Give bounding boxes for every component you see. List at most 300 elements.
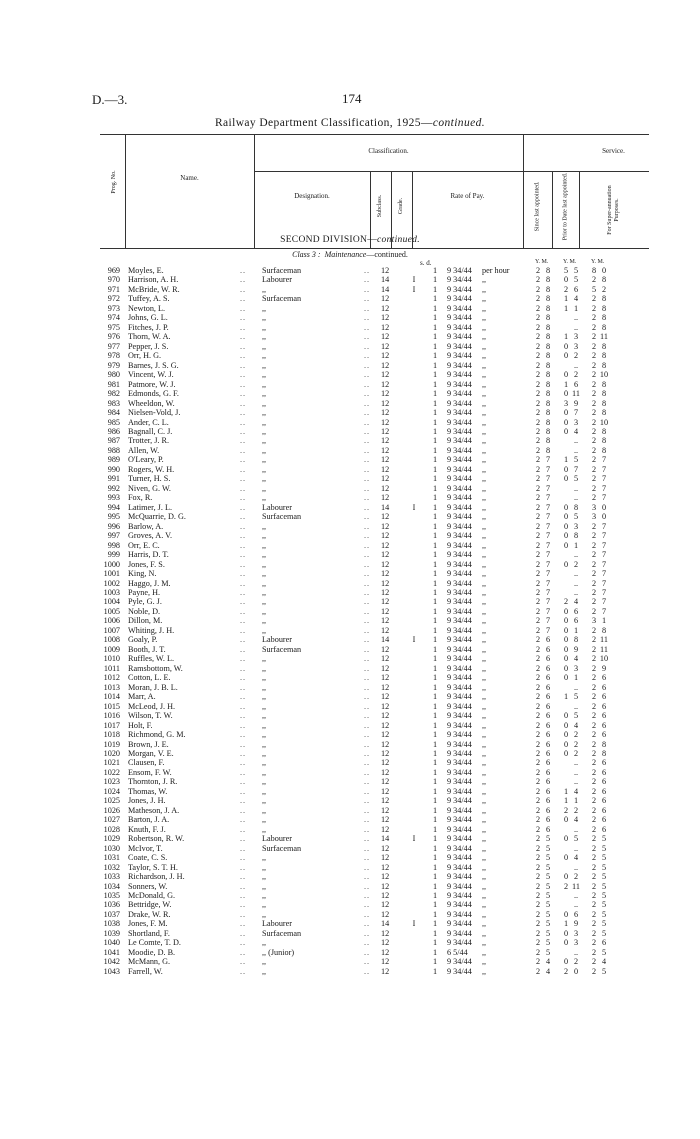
pay-unit: 1 xyxy=(433,900,438,910)
service-y3: 2 xyxy=(591,748,597,758)
subclass: 12 xyxy=(381,682,390,692)
prog-no: 1002 xyxy=(103,578,120,588)
rate-period: ,, xyxy=(482,786,487,796)
prog-no: 1000 xyxy=(103,559,120,569)
service-y1: 2 xyxy=(535,275,541,285)
designation: ,, xyxy=(262,796,267,806)
pay-unit: 1 xyxy=(433,408,438,418)
service-m1: 6 xyxy=(545,644,551,654)
pay-unit: 1 xyxy=(433,569,438,579)
subclass: 12 xyxy=(381,663,390,673)
service-m2: 6 xyxy=(573,616,579,626)
leader-dots: .. xyxy=(240,275,247,285)
leader-dots: .. xyxy=(364,758,371,768)
service-y3: 2 xyxy=(591,947,597,957)
prog-no: 1003 xyxy=(103,587,120,597)
rate-period: ,, xyxy=(482,587,487,597)
service-m2: 4 xyxy=(573,294,579,304)
rate-of-pay: 9 34/44 xyxy=(447,692,472,702)
service-m3: 6 xyxy=(601,824,607,834)
pay-unit: 1 xyxy=(433,303,438,313)
service-y3: 2 xyxy=(591,786,597,796)
designation: ,, xyxy=(262,474,267,484)
service-m3: 8 xyxy=(601,398,607,408)
service-m1: 4 xyxy=(545,966,551,976)
leader-dots: .. xyxy=(364,322,371,332)
class-heading xyxy=(0,250,700,259)
leader-dots: .. xyxy=(364,635,371,645)
rate-of-pay: 9 34/44 xyxy=(447,853,472,863)
leader-dots: .. xyxy=(240,531,247,541)
service-y3: 2 xyxy=(591,853,597,863)
pay-unit: 1 xyxy=(433,275,438,285)
service-y3: 2 xyxy=(591,474,597,484)
staff-name: Ruffles, W. L. xyxy=(128,654,175,664)
service-y1: 2 xyxy=(535,587,541,597)
pay-unit: 1 xyxy=(433,777,438,787)
pay-unit: 1 xyxy=(433,455,438,465)
rate-period: ,, xyxy=(482,569,487,579)
pay-unit: 1 xyxy=(433,606,438,616)
service-y1: 2 xyxy=(535,654,541,664)
subclass: 12 xyxy=(381,947,390,957)
subclass: 12 xyxy=(381,938,390,948)
table-header xyxy=(100,134,649,249)
service-y2: 1 xyxy=(563,379,569,389)
service-y1: 2 xyxy=(535,947,541,957)
rate-of-pay: 9 34/44 xyxy=(447,294,472,304)
prog-no: 976 xyxy=(107,332,120,342)
designation: ,, xyxy=(262,616,267,626)
rate-of-pay: 9 34/44 xyxy=(447,891,472,901)
rate-period: ,, xyxy=(482,606,487,616)
subclass: 12 xyxy=(381,389,390,399)
staff-name: Brown, J. E. xyxy=(128,739,169,749)
designation: ,, xyxy=(262,559,267,569)
leader-dots: .. xyxy=(364,928,371,938)
service-m3: 7 xyxy=(601,578,607,588)
subclass: 12 xyxy=(381,853,390,863)
service-y3: 2 xyxy=(591,578,597,588)
prog-no: 1023 xyxy=(103,777,120,787)
rate-period: ,, xyxy=(482,408,487,418)
service-m1: 5 xyxy=(545,872,551,882)
rate-period: ,, xyxy=(482,881,487,891)
leader-dots: .. xyxy=(240,635,247,645)
rate-period: ,, xyxy=(482,805,487,815)
designation: ,, xyxy=(262,578,267,588)
pay-unit: 1 xyxy=(433,966,438,976)
rate-of-pay: 9 34/44 xyxy=(447,616,472,626)
pay-unit: 1 xyxy=(433,502,438,512)
service-y2: 0 xyxy=(563,464,569,474)
leader-dots: .. xyxy=(364,540,371,550)
pay-unit: 1 xyxy=(433,332,438,342)
rate-of-pay: 9 34/44 xyxy=(447,720,472,730)
leader-dots: .. xyxy=(364,701,371,711)
staff-name: Clausen, F. xyxy=(128,758,165,768)
designation: ,, xyxy=(262,313,267,323)
service-y3: 2 xyxy=(591,739,597,749)
designation: ,, xyxy=(262,521,267,531)
leader-dots: .. xyxy=(364,550,371,560)
pay-unit: 1 xyxy=(433,284,438,294)
prog-no: 1040 xyxy=(103,938,120,948)
service-y1: 2 xyxy=(535,303,541,313)
pay-unit: 1 xyxy=(433,758,438,768)
designation: Surfaceman xyxy=(262,512,302,522)
prog-no: 987 xyxy=(107,436,120,446)
subclass: 12 xyxy=(381,341,390,351)
rate-of-pay: 9 34/44 xyxy=(447,843,472,853)
service-y3: 2 xyxy=(591,966,597,976)
service-m2: .. xyxy=(573,824,579,834)
service-m1: 7 xyxy=(545,493,551,503)
prog-no: 1038 xyxy=(103,919,120,929)
prog-no: 1020 xyxy=(103,748,120,758)
designation: ,, xyxy=(262,891,267,901)
designation: Labourer xyxy=(262,919,293,929)
rate-of-pay: 9 34/44 xyxy=(447,957,472,967)
service-m3: 5 xyxy=(601,891,607,901)
pay-unit: 1 xyxy=(433,616,438,626)
service-m1: 6 xyxy=(545,767,551,777)
staff-name: Pyle, G. J. xyxy=(128,597,162,607)
leader-dots: .. xyxy=(364,739,371,749)
service-y3: 2 xyxy=(591,957,597,967)
service-y2: 0 xyxy=(563,389,569,399)
service-m1: 8 xyxy=(545,341,551,351)
service-m2: 2 xyxy=(573,739,579,749)
leader-dots: .. xyxy=(240,644,247,654)
rate-period: ,, xyxy=(482,464,487,474)
staff-name: Fox, R. xyxy=(128,493,153,503)
prog-no: 972 xyxy=(107,294,120,304)
service-m1: 8 xyxy=(545,322,551,332)
service-m1: 7 xyxy=(545,578,551,588)
pay-unit: 1 xyxy=(433,266,438,275)
service-m2: 5 xyxy=(573,275,579,285)
designation: ,, xyxy=(262,654,267,664)
service-m3: 4 xyxy=(601,957,607,967)
leader-dots: .. xyxy=(364,464,371,474)
service-m1: 7 xyxy=(545,550,551,560)
service-m2: 11 xyxy=(572,881,580,891)
leader-dots: .. xyxy=(240,332,247,342)
table-row xyxy=(0,967,700,979)
staff-name: Dillon, M. xyxy=(128,616,163,626)
subclass: 12 xyxy=(381,644,390,654)
service-y3: 2 xyxy=(591,673,597,683)
leader-dots: .. xyxy=(240,370,247,380)
service-y3: 2 xyxy=(591,767,597,777)
rate-of-pay: 6 5/44 xyxy=(447,947,468,957)
service-y3: 2 xyxy=(591,701,597,711)
prog-no: 1022 xyxy=(103,767,120,777)
rate-period: ,, xyxy=(482,919,487,929)
service-y2: 1 xyxy=(563,919,569,929)
leader-dots: .. xyxy=(240,284,247,294)
staff-name: Wilson, T. W. xyxy=(128,711,173,721)
leader-dots: .. xyxy=(240,957,247,967)
prog-no-heading: Prog. No. xyxy=(111,170,117,194)
prog-no: 1026 xyxy=(103,805,120,815)
prior-to-date-heading: Prior to Date last appointed. xyxy=(562,172,569,241)
service-m3: 6 xyxy=(601,692,607,702)
leader-dots: .. xyxy=(364,474,371,484)
service-m1: 7 xyxy=(545,606,551,616)
pay-unit: 1 xyxy=(433,909,438,919)
class-category: Maintenance xyxy=(324,250,367,259)
leader-dots: .. xyxy=(240,474,247,484)
service-y1: 2 xyxy=(535,824,541,834)
service-m3: 8 xyxy=(601,351,607,361)
service-m1: 5 xyxy=(545,947,551,957)
service-m2: 7 xyxy=(573,464,579,474)
service-m2: .. xyxy=(573,891,579,901)
service-y3: 2 xyxy=(591,360,597,370)
service-m3: 6 xyxy=(601,786,607,796)
rate-of-pay: 9 34/44 xyxy=(447,673,472,683)
service-m3: 8 xyxy=(601,436,607,446)
service-y3: 2 xyxy=(591,758,597,768)
staff-name: Jones, F. M. xyxy=(128,919,168,929)
rate-period: ,, xyxy=(482,493,487,503)
service-y1: 2 xyxy=(535,398,541,408)
service-y2: 1 xyxy=(563,303,569,313)
rate-of-pay: 9 34/44 xyxy=(447,521,472,531)
prog-no: 996 xyxy=(107,521,120,531)
designation: Labourer xyxy=(262,635,293,645)
rate-of-pay: 9 34/44 xyxy=(447,701,472,711)
service-m2: 9 xyxy=(573,644,579,654)
designation: Surfaceman xyxy=(262,843,302,853)
subclass: 12 xyxy=(381,673,390,683)
service-m3: 6 xyxy=(601,777,607,787)
subclass: 12 xyxy=(381,351,390,361)
subclass: 12 xyxy=(381,379,390,389)
leader-dots: .. xyxy=(240,616,247,626)
prog-no: 1041 xyxy=(103,947,120,957)
service-m2: 5 xyxy=(573,455,579,465)
service-m3: 6 xyxy=(601,938,607,948)
leader-dots: .. xyxy=(240,786,247,796)
prog-no: 998 xyxy=(107,540,120,550)
rate-of-pay: 9 34/44 xyxy=(447,332,472,342)
rate-period: ,, xyxy=(482,284,487,294)
service-m2: .. xyxy=(573,360,579,370)
service-y1: 2 xyxy=(535,663,541,673)
staff-name: O'Leary, P. xyxy=(128,455,164,465)
service-m3: 11 xyxy=(600,644,608,654)
service-y1: 2 xyxy=(535,294,541,304)
leader-dots: .. xyxy=(240,796,247,806)
leader-dots: .. xyxy=(364,266,371,275)
service-m2: 3 xyxy=(573,928,579,938)
service-m1: 8 xyxy=(545,275,551,285)
designation: Labourer xyxy=(262,275,293,285)
service-y2: 0 xyxy=(563,512,569,522)
designation: Surfaceman xyxy=(262,294,302,304)
designation: ,, xyxy=(262,398,267,408)
leader-dots: .. xyxy=(240,625,247,635)
pay-unit: 1 xyxy=(433,834,438,844)
prog-no: 997 xyxy=(107,531,120,541)
designation: ,, xyxy=(262,673,267,683)
pay-unit: 1 xyxy=(433,682,438,692)
designation: ,, xyxy=(262,455,267,465)
prog-no: 1009 xyxy=(103,644,120,654)
service-y3: 2 xyxy=(591,682,597,692)
staff-name: Matheson, J. A. xyxy=(128,805,180,815)
staff-name: Richardson, J. H. xyxy=(128,872,185,882)
service-m2: 6 xyxy=(573,606,579,616)
prog-no: 988 xyxy=(107,445,120,455)
designation: ,, xyxy=(262,408,267,418)
leader-dots: .. xyxy=(364,493,371,503)
rate-of-pay: 9 34/44 xyxy=(447,919,472,929)
leader-dots: .. xyxy=(240,701,247,711)
service-m1: 6 xyxy=(545,748,551,758)
pay-unit: 1 xyxy=(433,351,438,361)
service-m3: 6 xyxy=(601,758,607,768)
service-m1: 7 xyxy=(545,625,551,635)
pay-unit: 1 xyxy=(433,322,438,332)
rate-period: ,, xyxy=(482,663,487,673)
ym-units: Y. M. xyxy=(563,259,577,265)
subclass: 12 xyxy=(381,957,390,967)
service-y1: 2 xyxy=(535,928,541,938)
prog-no: 982 xyxy=(107,389,120,399)
prog-no: 995 xyxy=(107,512,120,522)
leader-dots: .. xyxy=(364,786,371,796)
subclass: 12 xyxy=(381,370,390,380)
rate-period: ,, xyxy=(482,720,487,730)
service-heading: Service. xyxy=(602,147,625,155)
designation: ,, xyxy=(262,730,267,740)
rate-period: ,, xyxy=(482,313,487,323)
leader-dots: .. xyxy=(240,322,247,332)
leader-dots: .. xyxy=(240,805,247,815)
prog-no: 978 xyxy=(107,351,120,361)
staff-name: Bettridge, W. xyxy=(128,900,172,910)
staff-name: Payne, H. xyxy=(128,587,161,597)
prog-no: 977 xyxy=(107,341,120,351)
rate-period: ,, xyxy=(482,891,487,901)
designation: ,, xyxy=(262,370,267,380)
service-m2: 2 xyxy=(573,805,579,815)
service-m3: 5 xyxy=(601,834,607,844)
service-m1: 7 xyxy=(545,540,551,550)
rate-of-pay: 9 34/44 xyxy=(447,578,472,588)
prog-no: 1024 xyxy=(103,786,120,796)
designation: ,, xyxy=(262,748,267,758)
service-y3: 2 xyxy=(591,436,597,446)
service-m1: 7 xyxy=(545,616,551,626)
leader-dots: .. xyxy=(364,389,371,399)
service-y3: 2 xyxy=(591,540,597,550)
rate-period: ,, xyxy=(482,711,487,721)
subclass: 12 xyxy=(381,483,390,493)
leader-dots: .. xyxy=(364,578,371,588)
service-m3: 5 xyxy=(601,909,607,919)
leader-dots: .. xyxy=(240,682,247,692)
rate-period: ,, xyxy=(482,730,487,740)
grade: I xyxy=(412,635,416,645)
service-y1: 2 xyxy=(535,938,541,948)
service-y1: 2 xyxy=(535,900,541,910)
class-label: Class 3 : xyxy=(292,250,321,259)
grade: I xyxy=(412,275,416,285)
service-y3: 2 xyxy=(591,938,597,948)
pay-unit: 1 xyxy=(433,417,438,427)
subclass: 12 xyxy=(381,815,390,825)
service-y3: 2 xyxy=(591,559,597,569)
service-m3: 7 xyxy=(601,493,607,503)
rate-period: ,, xyxy=(482,455,487,465)
leader-dots: .. xyxy=(364,483,371,493)
service-m3: 11 xyxy=(600,332,608,342)
service-m3: 11 xyxy=(600,635,608,645)
pay-unit: 1 xyxy=(433,957,438,967)
rate-period: ,, xyxy=(482,360,487,370)
subclass: 12 xyxy=(381,843,390,853)
rate-of-pay: 9 34/44 xyxy=(447,881,472,891)
service-y1: 2 xyxy=(535,616,541,626)
service-y1: 2 xyxy=(535,408,541,418)
subclass: 14 xyxy=(381,502,390,512)
rate-period: ,, xyxy=(482,597,487,607)
rate-period: ,, xyxy=(482,767,487,777)
staff-name: McLeod, J. H. xyxy=(128,701,176,711)
service-y1: 2 xyxy=(535,644,541,654)
service-y1: 2 xyxy=(535,284,541,294)
service-m2: 5 xyxy=(573,834,579,844)
leader-dots: .. xyxy=(364,275,371,285)
leader-dots: .. xyxy=(240,663,247,673)
header-rule xyxy=(254,171,649,172)
header-rule xyxy=(523,135,524,248)
service-y3: 5 xyxy=(591,284,597,294)
leader-dots: .. xyxy=(240,464,247,474)
leader-dots: .. xyxy=(364,720,371,730)
service-m3: 10 xyxy=(599,417,609,427)
rate-period: ,, xyxy=(482,417,487,427)
rate-of-pay: 9 34/44 xyxy=(447,512,472,522)
service-m2: 5 xyxy=(573,692,579,702)
designation: ,, xyxy=(262,417,267,427)
service-y2: 0 xyxy=(563,928,569,938)
service-y1: 2 xyxy=(535,909,541,919)
prog-no: 1037 xyxy=(103,909,120,919)
prog-no: 1027 xyxy=(103,815,120,825)
staff-name: Barlow, A. xyxy=(128,521,164,531)
service-y1: 2 xyxy=(535,872,541,882)
rate-period: ,, xyxy=(482,909,487,919)
leader-dots: .. xyxy=(240,919,247,929)
service-m3: 6 xyxy=(601,805,607,815)
rate-of-pay: 9 34/44 xyxy=(447,872,472,882)
pay-unit: 1 xyxy=(433,872,438,882)
service-m1: 5 xyxy=(545,900,551,910)
service-y3: 2 xyxy=(591,805,597,815)
staff-name: McBride, W. R. xyxy=(128,284,180,294)
service-m3: 7 xyxy=(601,464,607,474)
leader-dots: .. xyxy=(240,550,247,560)
service-y1: 2 xyxy=(535,426,541,436)
service-y1: 2 xyxy=(535,559,541,569)
leader-dots: .. xyxy=(240,909,247,919)
